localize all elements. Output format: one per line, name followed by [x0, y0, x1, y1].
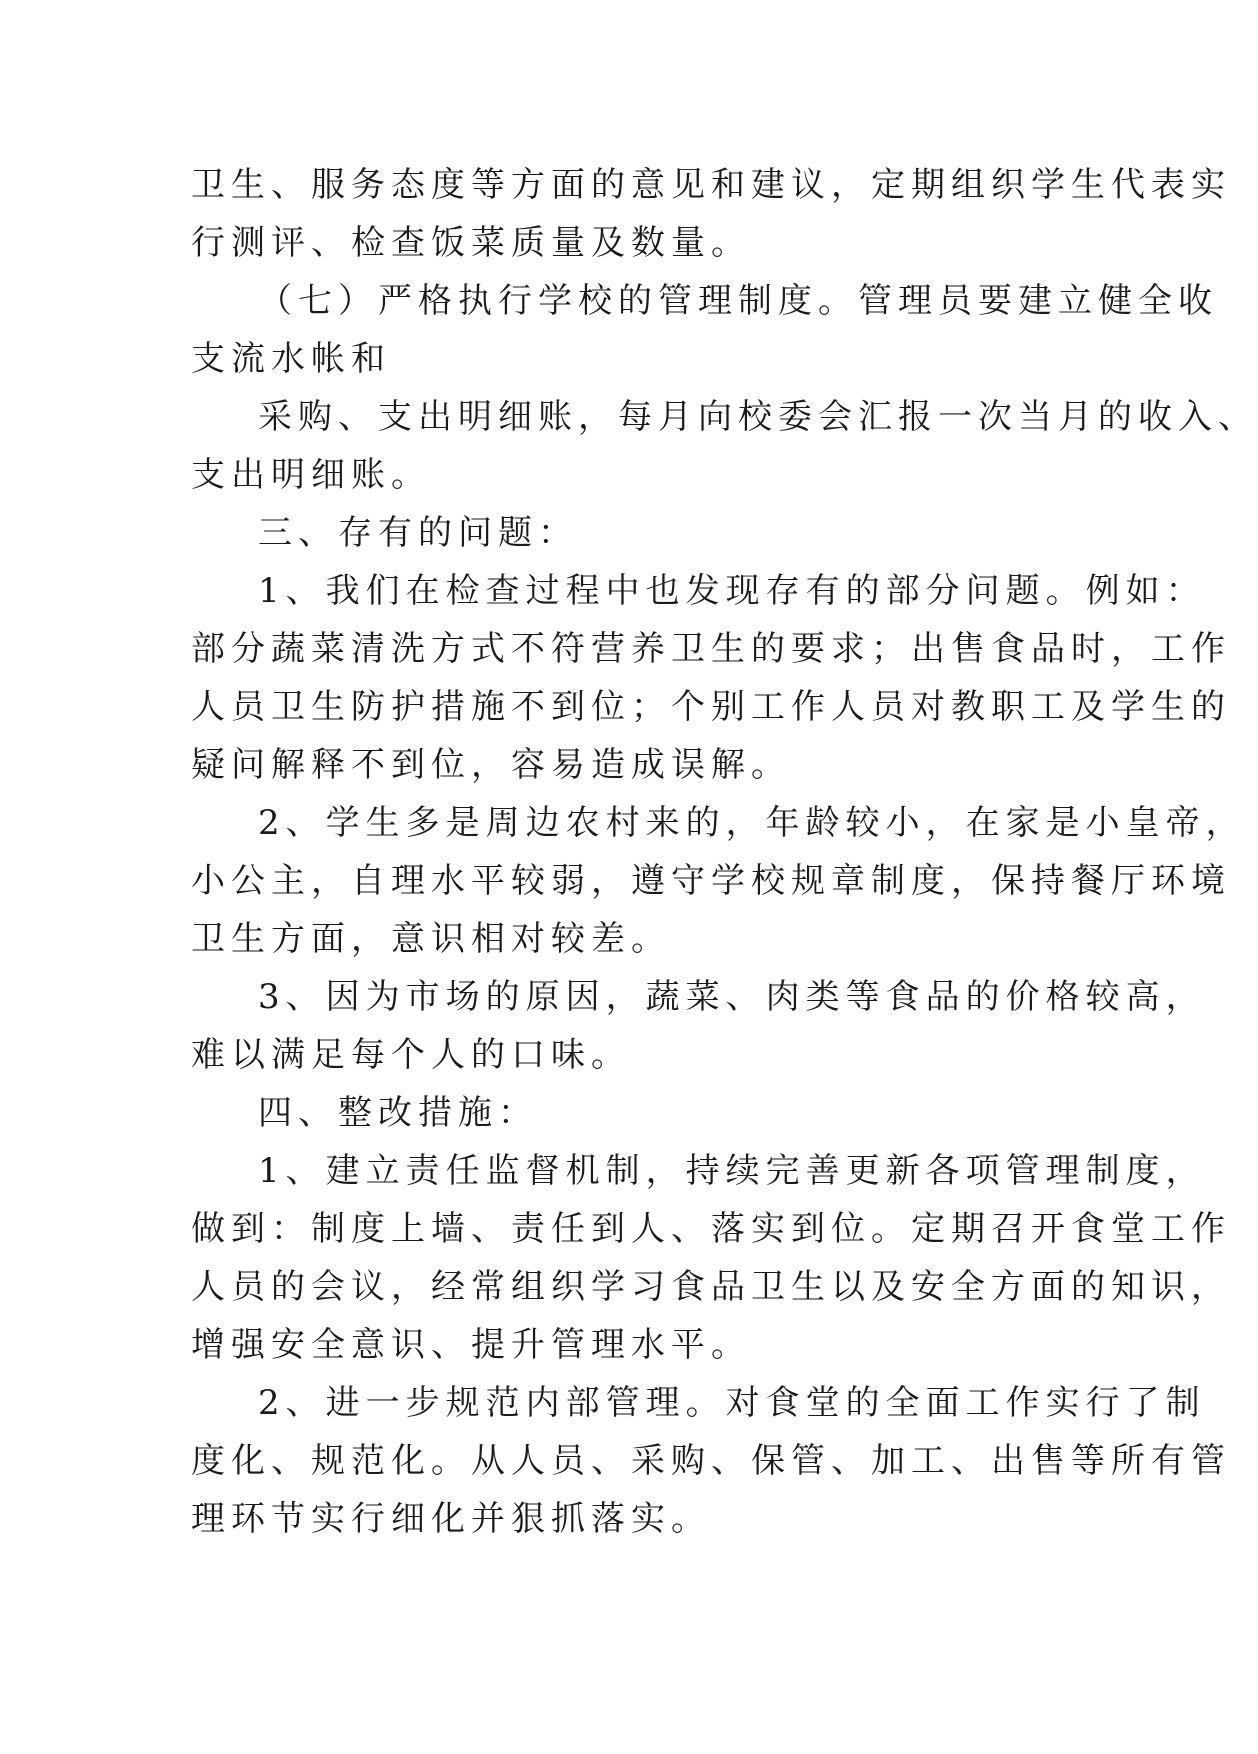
text-line: 1、我们在检查过程中也发现存有的部分问题。例如：: [258, 571, 1206, 611]
text-line: 小公主，自理水平较弱，遵守学校规章制度，保持餐厅环境: [191, 861, 1231, 901]
text-line: 难以满足每个人的口味。: [191, 1035, 631, 1075]
text-line: 采购、支出明细账，每月向校委会汇报一次当月的收入、: [258, 397, 1258, 437]
text-line: 做到：制度上墙、责任到人、落实到位。定期召开食堂工作: [191, 1209, 1231, 1249]
text-line: 部分蔬菜清洗方式不符营养卫生的要求；出售食品时，工作: [191, 629, 1231, 669]
text-line: 2、进一步规范内部管理。对食堂的全面工作实行了制: [258, 1383, 1206, 1423]
text-line: 行测评、检查饭菜质量及数量。: [191, 223, 751, 263]
text-line: 卫生、服务态度等方面的意见和建议，定期组织学生代表实: [191, 165, 1231, 205]
text-line: （七）严格执行学校的管理制度。管理员要建立健全收: [258, 281, 1218, 321]
text-line: 3、因为市场的原因，蔬菜、肉类等食品的价格较高，: [258, 977, 1206, 1017]
text-line: 人员的会议，经常组织学习食品卫生以及安全方面的知识，: [191, 1267, 1231, 1307]
section-heading: 四、整改措施：: [258, 1093, 538, 1133]
text-line: 卫生方面，意识相对较差。: [191, 919, 671, 959]
text-line: 疑问解释不到位，容易造成误解。: [191, 745, 791, 785]
section-heading: 三、存有的问题：: [258, 513, 578, 553]
text-line: 支出明细账。: [191, 455, 431, 495]
text-line: 度化、规范化。从人员、采购、保管、加工、出售等所有管: [191, 1441, 1231, 1481]
text-line: 理环节实行细化并狠抓落实。: [191, 1499, 711, 1539]
text-line: 增强安全意识、提升管理水平。: [191, 1325, 751, 1365]
text-line: 1、建立责任监督机制，持续完善更新各项管理制度，: [258, 1151, 1206, 1191]
text-line: 支流水帐和: [191, 339, 391, 379]
text-line: 2、学生多是周边农村来的，年龄较小，在家是小皇帝，: [258, 803, 1246, 843]
text-line: 人员卫生防护措施不到位；个别工作人员对教职工及学生的: [191, 687, 1231, 727]
